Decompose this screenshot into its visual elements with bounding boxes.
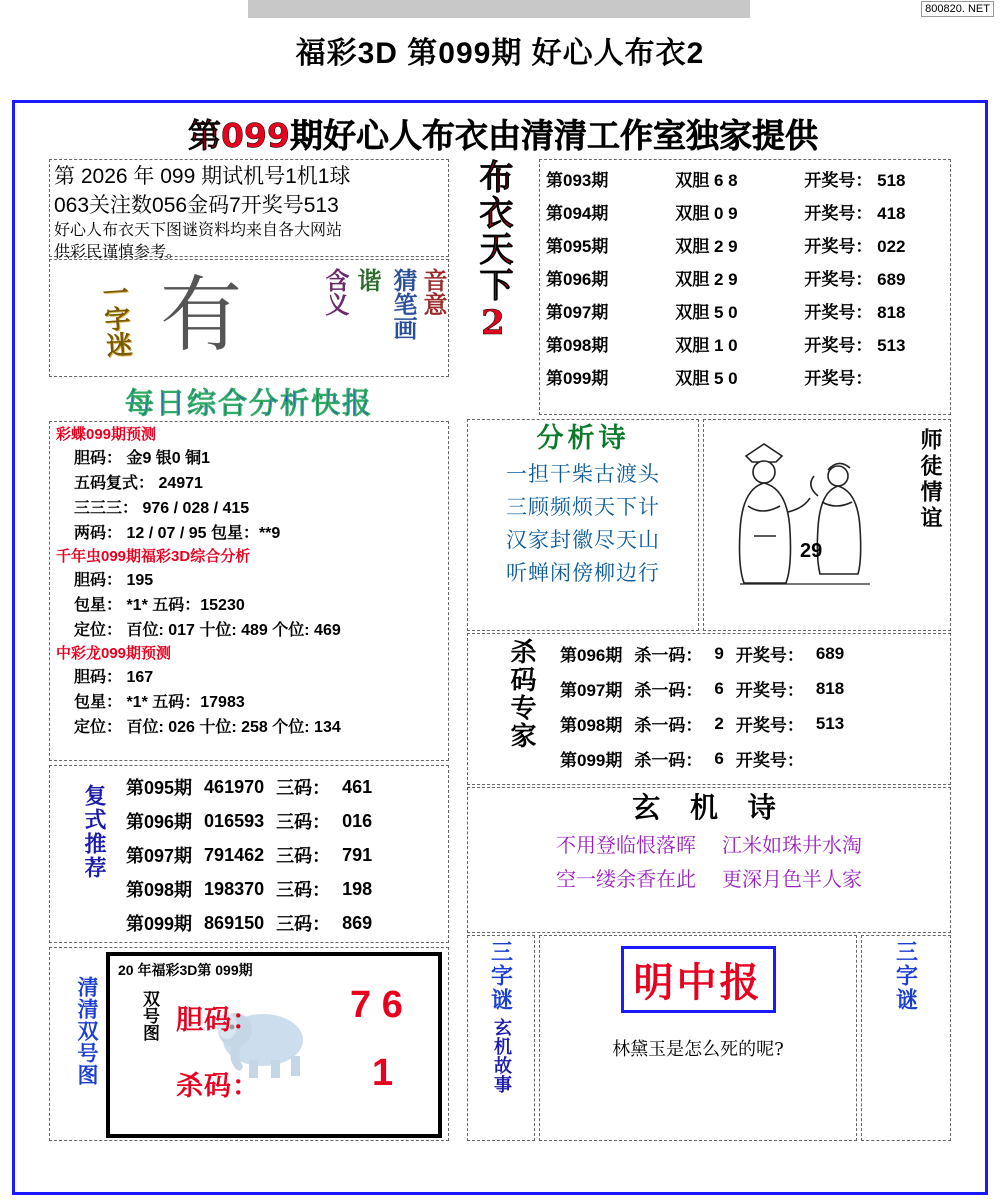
kill-issue-3: 第099期 — [560, 751, 623, 770]
fushi-box — [49, 765, 449, 943]
kill-issue-1: 第097期 — [560, 681, 623, 700]
kill-issue-2: 第098期 — [560, 716, 623, 735]
kill-draw-2: 513 — [815, 713, 845, 733]
vertical-title-box — [457, 159, 529, 415]
prediction-title-1: 千年虫099期福彩3D综合分析 — [56, 548, 251, 565]
kill-code-1: 6 — [714, 678, 724, 698]
history-issue-4: 第097期 — [546, 303, 609, 322]
fushi-tag-4: 三码： — [276, 914, 331, 934]
analysis-poem-line-3: 听蝉闲傍柳边行 — [506, 561, 660, 585]
history-dan-1: 双胆 0 9 — [675, 204, 738, 223]
kill-draw-label-2: 开奖号： — [735, 716, 804, 735]
prediction-title-0: 彩蝶099期预测 — [56, 426, 157, 443]
fushi-tag-3: 三码： — [276, 880, 331, 900]
kill-code-2: 2 — [714, 713, 724, 733]
kill-type-2: 杀一码： — [634, 716, 703, 735]
dual-card-year: 20 年福彩3D第 099期 — [118, 962, 253, 978]
kill-code-3: 6 — [714, 748, 724, 768]
fushi-table — [120, 770, 378, 940]
xuanji-poem-box — [467, 787, 951, 933]
history-issue-2: 第095期 — [546, 237, 609, 256]
fushi-tag-2: 三码： — [276, 846, 331, 866]
riddle-word-1: 猜笔画 — [389, 268, 418, 340]
info-line-2: 063关注数056金码7开奖号513 — [54, 194, 339, 217]
analysis-poem-box — [467, 419, 699, 631]
bottom-left-labels — [467, 935, 535, 1141]
predictions-box — [49, 421, 449, 761]
fushi-code-3: 198370 — [204, 878, 265, 899]
history-table — [544, 162, 946, 393]
kill-code-0: 9 — [714, 643, 724, 663]
history-dan-6: 双胆 5 0 — [675, 369, 738, 388]
table-row — [120, 906, 378, 940]
fushi-issue-3: 第098期 — [126, 880, 193, 900]
table-row — [554, 741, 850, 776]
fushi-issue-0: 第095期 — [126, 778, 193, 798]
history-draw-5: 开奖号： 513 — [804, 336, 906, 355]
kill-code-vertical-label: 杀码专家 — [506, 638, 536, 750]
table-row — [554, 671, 850, 706]
history-dan-0: 双胆 6 8 — [675, 171, 738, 190]
table-row — [544, 228, 946, 261]
history-issue-0: 第093期 — [546, 171, 609, 190]
history-issue-6: 第099期 — [546, 369, 609, 388]
table-row — [120, 872, 378, 906]
fushi-val-0: 461 — [342, 776, 373, 797]
history-dan-4: 双胆 5 0 — [675, 303, 738, 322]
page-title: 福彩3D 第099期 好心人布衣2 — [295, 37, 705, 70]
fushi-issue-2: 第097期 — [126, 846, 193, 866]
daily-report-header: 每日综合分析快报 — [124, 386, 373, 420]
xuanji-line-2b: 更深月色半人家 — [722, 867, 862, 891]
table-row — [554, 636, 850, 671]
figure-number: 29 — [800, 540, 823, 562]
prediction-0-row-1: 五码复式： 24971 — [74, 475, 203, 492]
kill-draw-label-0: 开奖号： — [735, 646, 804, 665]
bottom-label-xuanji-story: 玄机故事 — [491, 1018, 512, 1094]
lottery-sheet — [12, 100, 988, 1195]
history-dan-5: 双胆 1 0 — [675, 336, 738, 355]
fushi-val-4: 869 — [342, 912, 373, 933]
kill-draw-3 — [810, 741, 850, 776]
bottom-label-sanzimi-left: 三字谜 — [487, 940, 514, 1012]
table-row — [120, 804, 378, 838]
prediction-1-row-0: 胆码： 195 — [74, 572, 154, 589]
fushi-val-1: 016 — [342, 810, 373, 831]
banner-prefix: 第099 — [188, 115, 290, 155]
table-row — [120, 770, 378, 804]
prediction-1-row-2: 定位： 百位: 017 十位: 489 个位: 469 — [74, 622, 341, 639]
history-draw-3: 开奖号： 689 — [804, 270, 906, 289]
figure-vertical-label: 师徒情谊 — [917, 428, 943, 532]
dual-row2-label: 杀码： — [176, 1071, 260, 1102]
prediction-title-2: 中彩龙099期预测 — [56, 645, 172, 662]
table-row — [544, 327, 946, 360]
analysis-poem-line-0: 一担干柴古渡头 — [506, 462, 660, 486]
master-disciple-illustration — [710, 426, 900, 606]
history-dan-2: 双胆 2 9 — [675, 237, 738, 256]
bottom-label-sanzimi-right: 三字谜 — [892, 940, 919, 1012]
mingzhongbao-text: 明中报 — [633, 959, 763, 1006]
kill-draw-0: 689 — [815, 643, 845, 663]
kill-type-3: 杀一码： — [634, 751, 703, 770]
kill-draw-label-3: 开奖号： — [735, 751, 804, 770]
fushi-issue-1: 第096期 — [126, 812, 193, 832]
dual-card-vertical-label: 双号图 — [139, 990, 159, 1041]
dual-row1-value: 7 6 — [350, 984, 403, 1026]
top-gray-block — [248, 0, 750, 18]
history-issue-3: 第096期 — [546, 270, 609, 289]
dual-number-box — [49, 947, 449, 1141]
analysis-poem-line-2: 汉家封徽尽天山 — [506, 528, 660, 552]
info-box — [49, 159, 449, 261]
kill-draw-1: 818 — [815, 678, 845, 698]
analysis-poem-line-1: 三顾频烦天下计 — [506, 495, 660, 519]
fushi-tag-0: 三码： — [276, 778, 331, 798]
riddle-box — [49, 259, 449, 377]
table-row — [544, 294, 946, 327]
kill-issue-0: 第096期 — [560, 646, 623, 665]
watermark-label: 800820. NET — [921, 1, 994, 17]
kill-type-0: 杀一码： — [634, 646, 703, 665]
table-row — [544, 360, 946, 393]
bottom-right-label-box — [861, 935, 951, 1141]
table-row — [544, 195, 946, 228]
fushi-code-4: 869150 — [204, 912, 265, 933]
kill-code-box — [467, 633, 951, 785]
kill-code-table — [554, 636, 850, 776]
fushi-code-2: 791462 — [204, 844, 265, 865]
vertical-title: 布衣天下2 — [473, 159, 513, 345]
history-issue-5: 第098期 — [546, 336, 609, 355]
banner-rest: 期好心人布衣由清清工作室独家提供 — [289, 115, 818, 155]
history-draw-4: 开奖号： 818 — [804, 303, 906, 322]
dual-row2-value: 1 — [372, 1052, 394, 1094]
prediction-1-row-1: 包星： *1* 五码：15230 — [74, 597, 245, 614]
prediction-0-row-2: 三三三： 976 / 028 / 415 — [74, 500, 250, 517]
xuanji-line-1b: 江米如珠井水淘 — [722, 833, 862, 857]
prediction-2-row-1: 包星： *1* 五码：17983 — [74, 694, 245, 711]
info-line-1: 第 2026 年 099 期试机号1机1球 — [54, 165, 351, 188]
kill-type-1: 杀一码： — [634, 681, 703, 700]
fushi-vertical-label: 复式推荐 — [81, 784, 107, 880]
history-issue-1: 第094期 — [546, 204, 609, 223]
riddle-vertical-label: 一字迷 — [97, 278, 133, 359]
xuanji-header: 玄 机 诗 — [632, 791, 786, 824]
dual-vertical-label: 清清双号图 — [75, 976, 100, 1086]
mingzhongbao-box — [539, 935, 857, 1141]
riddle-question: 林黛玉是怎么死的呢? — [612, 1039, 784, 1060]
dual-row1-label: 胆码： — [176, 1005, 260, 1036]
kill-draw-label-1: 开奖号： — [735, 681, 804, 700]
xuanji-line-2a: 空一缕余香在此 — [556, 867, 696, 891]
table-row — [544, 261, 946, 294]
prediction-0-row-0: 胆码： 金9 银0 铜1 — [74, 450, 211, 467]
info-line-4: 供彩民谨慎参考。 — [54, 244, 183, 261]
fushi-val-2: 791 — [342, 844, 373, 865]
page-title-bar — [0, 18, 1000, 82]
table-row — [554, 706, 850, 741]
analysis-poem-header: 分析诗 — [536, 423, 630, 454]
dual-card — [106, 952, 442, 1138]
history-box — [539, 159, 951, 415]
history-draw-0: 开奖号： 518 — [804, 171, 906, 190]
info-line-3: 好心人布衣天下图谜资料均来自各大网站 — [54, 222, 343, 239]
fushi-tag-1: 三码： — [276, 812, 331, 832]
figure-box — [703, 419, 951, 631]
mingzhongbao-stamp — [621, 946, 776, 1013]
fushi-issue-4: 第099期 — [126, 914, 193, 934]
table-row — [120, 838, 378, 872]
history-draw-1: 开奖号： 418 — [804, 204, 906, 223]
history-dan-3: 双胆 2 9 — [675, 270, 738, 289]
prediction-2-row-2: 定位： 百位: 026 十位: 258 个位: 134 — [74, 719, 341, 736]
fushi-code-1: 016593 — [204, 810, 265, 831]
table-row — [544, 162, 946, 195]
prediction-2-row-0: 胆码： 167 — [74, 669, 154, 686]
history-draw-2: 开奖号： 022 — [804, 237, 906, 256]
riddle-word-3: 谐 — [353, 268, 382, 292]
banner — [47, 111, 959, 155]
riddle-word-4: 音意 — [419, 268, 448, 316]
riddle-word-2: 含义 — [321, 268, 350, 316]
riddle-big-character: 有 — [160, 268, 243, 363]
fushi-code-0: 461970 — [204, 776, 265, 797]
daily-report-header-box — [49, 381, 449, 419]
fushi-val-3: 198 — [342, 878, 373, 899]
history-draw-6: 开奖号： — [804, 369, 873, 388]
xuanji-line-1a: 不用登临恨落晖 — [556, 833, 696, 857]
prediction-0-row-3: 两码： 12 / 07 / 95 包星：**9 — [74, 525, 281, 542]
top-strip — [0, 0, 1000, 18]
